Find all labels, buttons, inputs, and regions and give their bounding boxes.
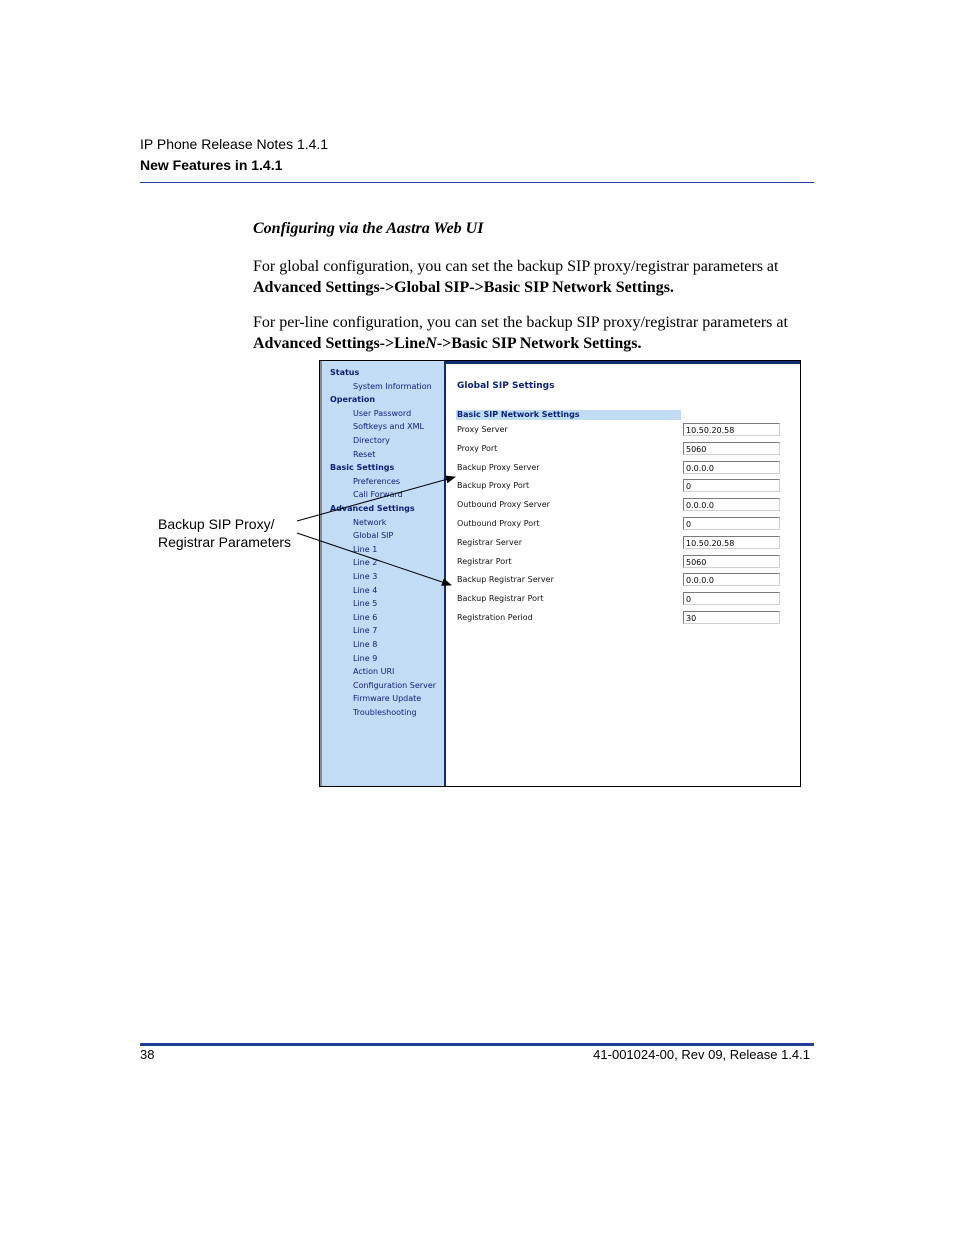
web-ui-page-title: Global SIP Settings	[457, 381, 555, 391]
callout-arrow-registrar	[297, 533, 451, 585]
nav-link[interactable]: Action URI	[353, 667, 395, 677]
field-input[interactable]: 0.0.0.0	[683, 498, 780, 511]
menu-path-part: Advanced Settings->Line	[253, 335, 426, 352]
page-number: 38	[140, 1047, 155, 1062]
field-label: Outbound Proxy Server	[457, 500, 550, 510]
nav-link[interactable]: Line 1	[353, 544, 378, 554]
nav-section-heading: Basic Settings	[330, 463, 395, 473]
nav-link[interactable]: Reset	[353, 449, 376, 459]
footer-rule	[140, 1043, 814, 1046]
nav-link[interactable]: Configuration Server	[353, 680, 437, 690]
field-input[interactable]: 10.50.20.58	[683, 536, 780, 549]
nav-link[interactable]: Softkeys and XML	[353, 422, 424, 432]
field-input[interactable]: 0.0.0.0	[683, 573, 780, 586]
nav-link[interactable]: Line 6	[353, 612, 378, 622]
field-label: Backup Registrar Server	[457, 575, 554, 585]
field-input[interactable]: 5060	[683, 442, 780, 455]
paragraph-text: For per-line configuration, you can set the backup SIP proxy/registrar parameters at	[253, 314, 788, 331]
field-label: Registration Period	[457, 613, 533, 622]
nav-link[interactable]: Line 4	[353, 585, 378, 595]
field-label: Backup Proxy Port	[457, 481, 530, 491]
nav-link[interactable]: Directory	[353, 436, 390, 445]
web-ui-section-title: Basic SIP Network Settings	[457, 410, 580, 419]
nav-link[interactable]: Call Forward	[353, 490, 403, 500]
section-title: Configuring via the Aastra Web UI	[253, 220, 484, 237]
nav-link[interactable]: Troubleshooting	[353, 708, 417, 717]
nav-link[interactable]: User Password	[353, 408, 412, 418]
field-input[interactable]: 30	[683, 611, 780, 624]
nav-link[interactable]: Line 5	[353, 599, 378, 609]
field-input[interactable]: 0.0.0.0	[683, 461, 780, 474]
running-header-title: IP Phone Release Notes 1.4.1	[140, 136, 329, 152]
field-input[interactable]: 0	[683, 517, 780, 530]
field-label: Registrar Port	[457, 556, 512, 566]
field-input[interactable]: 0	[683, 479, 780, 492]
paragraph-text: For global configuration, you can set the backup SIP proxy/registrar parameters at	[253, 258, 779, 275]
callout-line-2: Registrar Parameters	[158, 534, 292, 550]
nav-section-heading: Advanced Settings	[330, 504, 415, 513]
nav-link[interactable]: Line 8	[353, 640, 378, 649]
menu-path-part: ->Basic SIP Network Settings.	[436, 335, 642, 352]
menu-path-global: Advanced Settings->Global SIP->Basic SIP Network Settings.	[253, 279, 674, 296]
field-input[interactable]: 0	[683, 592, 780, 605]
nav-section-heading: Status	[330, 368, 360, 377]
nav-link[interactable]: Preferences	[353, 476, 401, 486]
nav-link[interactable]: Network	[353, 517, 387, 527]
field-label: Proxy Port	[457, 443, 498, 453]
field-label: Proxy Server	[457, 425, 508, 434]
nav-section-heading: Operation	[330, 395, 376, 405]
field-label: Registrar Server	[457, 537, 522, 547]
field-label: Backup Proxy Server	[457, 462, 540, 472]
nav-link[interactable]: Line 2	[353, 558, 378, 568]
callout-line-1: Backup SIP Proxy/	[158, 516, 275, 532]
field-input[interactable]: 10.50.20.58	[683, 423, 780, 436]
nav-link[interactable]: System Information	[353, 381, 432, 391]
menu-path-variable: N	[425, 335, 437, 352]
nav-link[interactable]: Line 3	[353, 572, 378, 581]
nav-link[interactable]: Firmware Update	[353, 694, 422, 704]
running-header-chapter: New Features in 1.4.1	[140, 157, 283, 173]
nav-link[interactable]: Line 7	[353, 626, 378, 636]
field-input[interactable]: 5060	[683, 555, 780, 568]
nav-link[interactable]: Global SIP	[353, 531, 394, 541]
callout-arrow-proxy	[297, 477, 455, 521]
field-label: Backup Registrar Port	[457, 594, 544, 604]
footer-doc-ref: 41-001024-00, Rev 09, Release 1.4.1	[593, 1047, 810, 1062]
field-label: Outbound Proxy Port	[457, 519, 540, 528]
nav-link[interactable]: Line 9	[353, 653, 378, 663]
